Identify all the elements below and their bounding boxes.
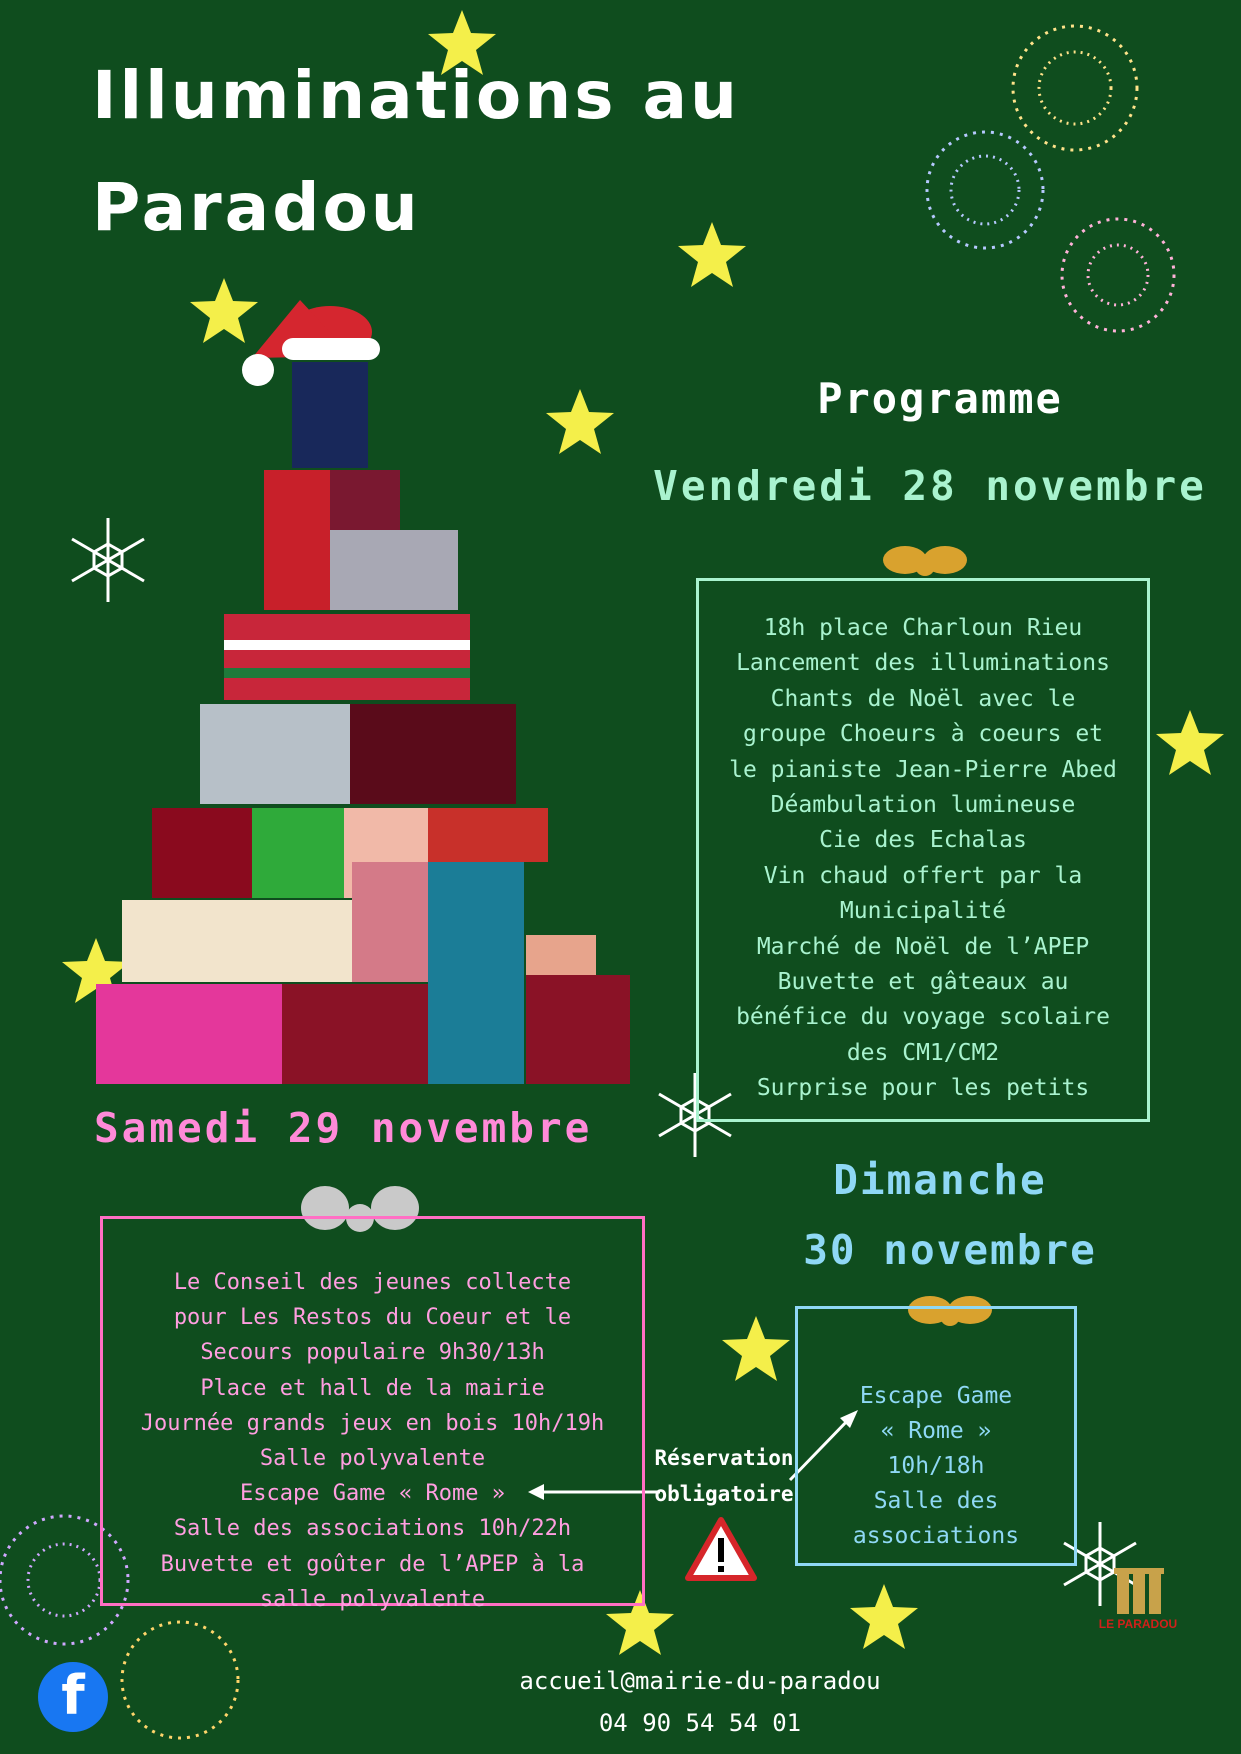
warning-icon: [688, 1520, 754, 1578]
programme-heading: Programme: [817, 374, 1063, 423]
title-line: Illuminations au: [92, 57, 740, 134]
friday-line: 18h place Charloun Rieu: [763, 615, 1083, 641]
friday-line: bénéfice du voyage scolaire: [736, 1004, 1110, 1031]
friday-line: Cie des Echalas: [819, 827, 1027, 854]
gift-tree-illustration: [96, 300, 630, 1084]
friday-box: [696, 578, 1150, 1122]
friday-line: le pianiste Jean-Pierre Abed: [729, 756, 1117, 783]
friday-line: Marché de Noël de l’APEP: [756, 933, 1090, 960]
contact-phone[interactable]: 04 90 54 54 01: [598, 1709, 802, 1737]
friday-line: Déambulation lumineuse: [770, 792, 1076, 819]
friday-heading: Vendredi 28 novembre: [653, 462, 1207, 510]
title-line: Paradou: [92, 169, 421, 246]
star-icon: [722, 1316, 790, 1381]
sunday-heading: Dimanche: [833, 1156, 1047, 1204]
friday-line: Chants de Noël avec le: [770, 685, 1076, 712]
saturday-line: salle polyvalente: [259, 1586, 486, 1612]
star-icon: [850, 1584, 918, 1649]
saturday-line: Salle des associations 10h/22h: [173, 1516, 572, 1542]
saturday-list: [103, 1219, 642, 1617]
saturday-line: Buvette et goûter de l’APEP à la: [160, 1551, 585, 1577]
saturday-line: Secours populaire 9h30/13h: [200, 1340, 545, 1366]
friday-line: Surprise pour les petits: [756, 1075, 1090, 1102]
contact-email[interactable]: accueil@mairie-du-paradou: [519, 1667, 881, 1695]
reservation-note: [644, 1440, 804, 1512]
saturday-line: Journée grands jeux en bois 10h/19h: [140, 1410, 605, 1436]
saturday-line: pour Les Restos du Coeur et le: [173, 1305, 572, 1331]
sunday-list: [798, 1309, 1074, 1554]
saturday-line: Escape Game « Rome »: [240, 1481, 505, 1507]
saturday-line: Salle polyvalente: [259, 1446, 486, 1472]
star-icon: [546, 389, 614, 454]
sunday-line: « Rome »: [880, 1418, 992, 1444]
saturday-line: Place et hall de la mairie: [200, 1375, 545, 1401]
friday-line: groupe Choeurs à coeurs et: [742, 721, 1104, 748]
town-logo-icon: [1114, 1568, 1164, 1614]
sunday-line: Salle des: [873, 1488, 999, 1514]
page-title: [92, 40, 852, 264]
contact-footer: [440, 1660, 960, 1744]
saturday-box: [100, 1216, 645, 1612]
friday-line: Lancement des illuminations: [736, 650, 1110, 677]
friday-line: des CM1/CM2: [846, 1039, 1000, 1066]
sunday-line: Escape Game: [859, 1383, 1013, 1409]
friday-line: Vin chaud offert par la: [763, 862, 1083, 889]
friday-line: Buvette et gâteaux au: [777, 969, 1069, 996]
friday-line: Municipalité: [839, 898, 1007, 925]
town-logo-label: LE PARADOU: [1098, 1617, 1178, 1631]
sunday-line: associations: [852, 1523, 1020, 1549]
sunday-date: 30 novembre: [803, 1226, 1097, 1274]
reservation-line: obligatoire: [654, 1482, 794, 1506]
snowflake-icon: [72, 518, 144, 602]
star-icon: [1156, 710, 1224, 775]
facebook-glyph: f: [61, 1664, 85, 1727]
saturday-line: Le Conseil des jeunes collecte: [173, 1270, 572, 1295]
saturday-heading: Samedi 29 novembre: [94, 1104, 593, 1152]
star-icon: [190, 278, 258, 343]
sunday-box: [795, 1306, 1077, 1566]
friday-list: [699, 581, 1147, 1107]
facebook-icon[interactable]: [38, 1662, 108, 1732]
reservation-line: Réservation: [654, 1446, 794, 1470]
sunday-line: 10h/18h: [887, 1453, 985, 1479]
